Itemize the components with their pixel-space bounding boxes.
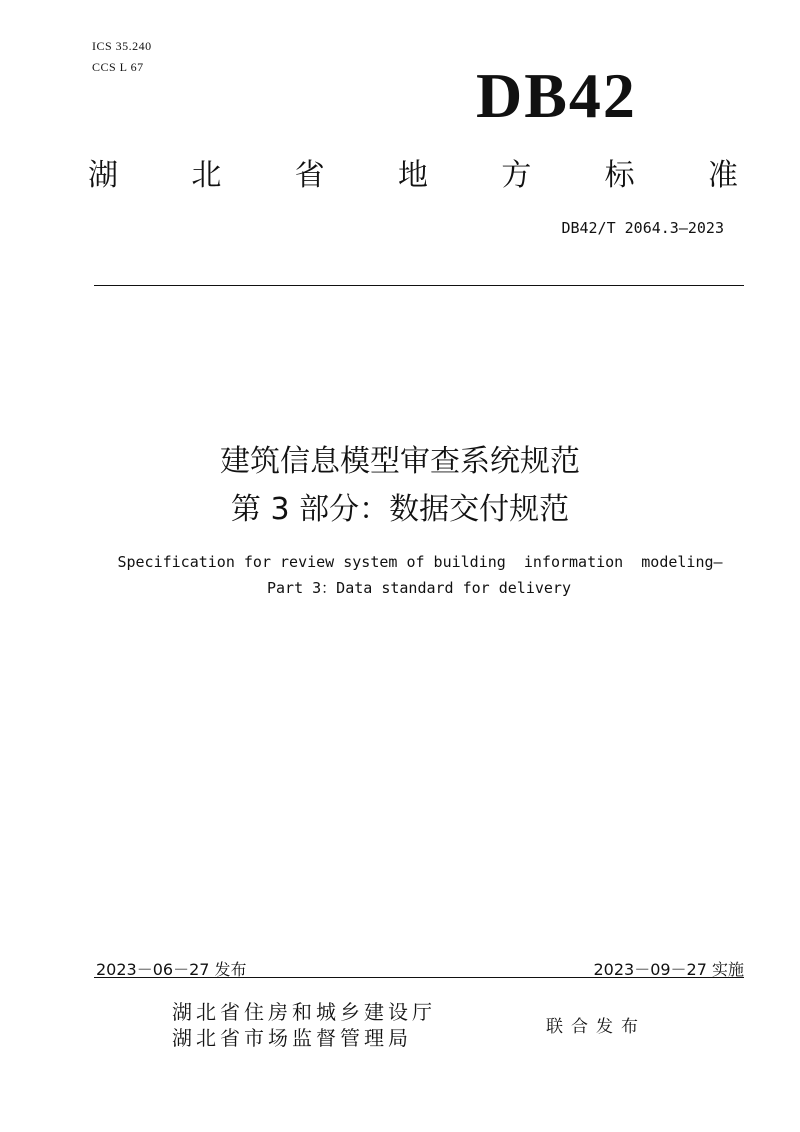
standard-type-char: 标 [604, 158, 635, 193]
issuer-housing-department: 湖北省住房和城乡建设厅 [172, 1000, 436, 1024]
title-english-line-2: Part 3：Data standard for delivery [267, 579, 571, 597]
standard-type-char: 准 [707, 158, 738, 193]
footer-divider [94, 977, 744, 978]
implementation-date: 2023－09－27 实施 [593, 960, 744, 979]
standard-type-char: 地 [397, 158, 428, 193]
standard-type-char: 北 [191, 158, 222, 193]
standard-type-char: 湖 [88, 158, 118, 193]
ics-code: ICS 35.240 [92, 39, 152, 53]
header-divider [94, 285, 744, 286]
title-english-line-1: Specification for review system of building information modeling— [117, 553, 723, 571]
title-chinese-line-2: 第 3 部分：数据交付规范 [230, 492, 570, 527]
joint-issue-label: 联合发布 [546, 1017, 646, 1037]
standard-type-char: 方 [501, 158, 532, 193]
db42-logo: DB42 [476, 60, 637, 131]
issuer-market-regulation: 湖北省市场监督管理局 [172, 1026, 412, 1050]
standard-number: DB42/T 2064.3—2023 [561, 219, 724, 237]
ccs-code: CCS L 67 [92, 60, 144, 74]
publish-date: 2023－06－27 发布 [96, 960, 247, 979]
title-chinese-line-1: 建筑信息模型审查系统规范 [220, 444, 580, 479]
standard-type-heading [88, 152, 738, 192]
standard-type-char: 省 [294, 158, 325, 193]
